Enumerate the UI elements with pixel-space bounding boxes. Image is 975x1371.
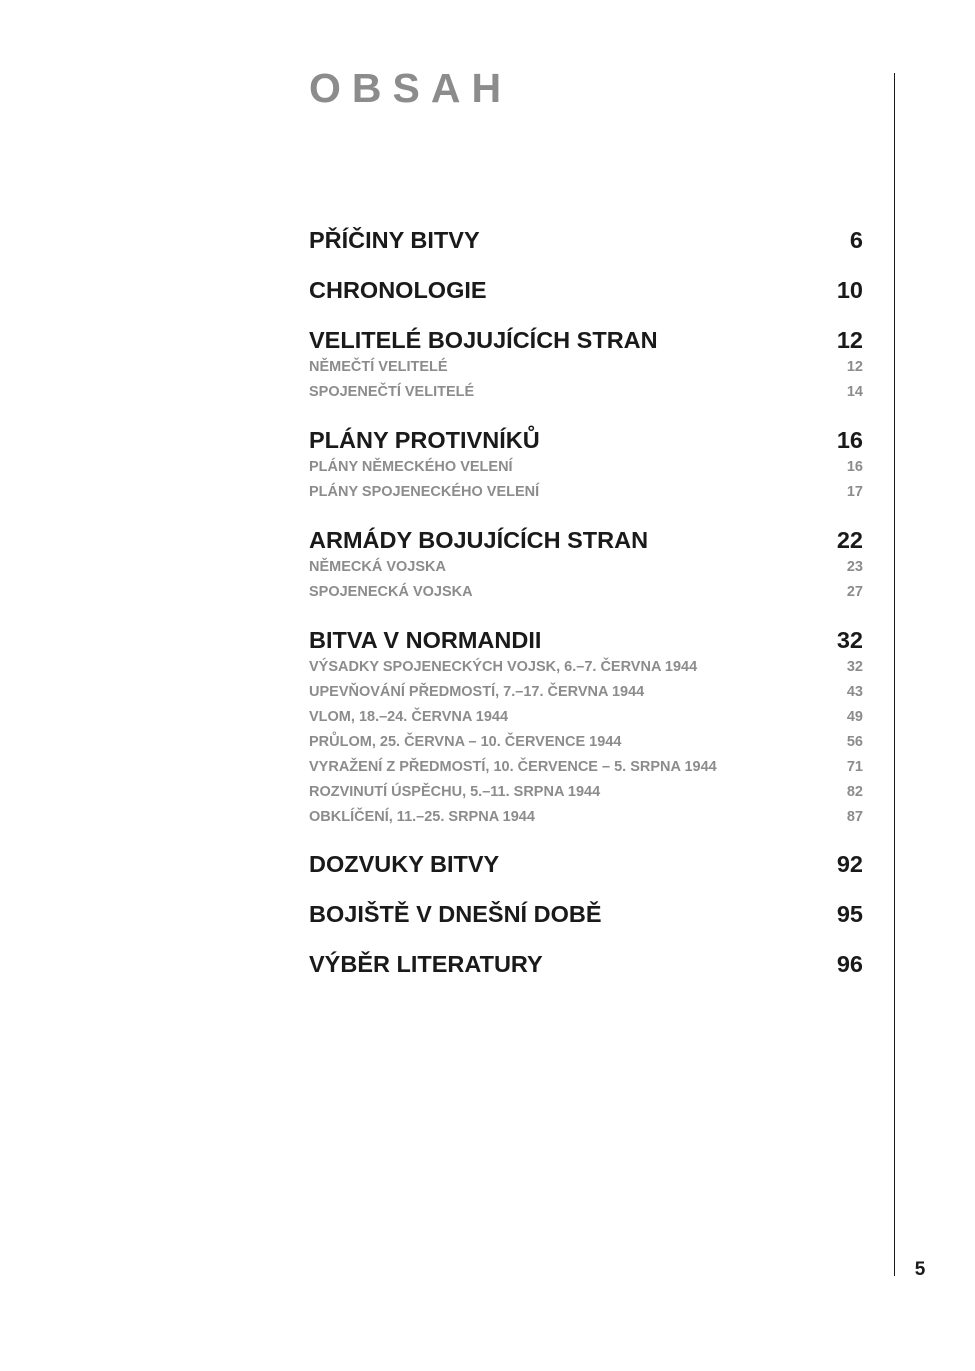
toc-entry-page: 95 <box>836 901 863 927</box>
toc-subentry-page: 56 <box>846 734 863 750</box>
toc-subentry-title: SPOJENEČTÍ VELITELÉ <box>309 384 475 400</box>
toc-subentry-page: 32 <box>846 659 863 675</box>
vertical-rule <box>894 73 895 1276</box>
toc-entry-title: ARMÁDY BOJUJÍCÍCH STRAN <box>309 527 649 553</box>
toc-subentry-page: 12 <box>846 359 863 375</box>
toc-subentry[interactable] <box>309 558 863 576</box>
toc-entry-title: PŘÍČINY BITVY <box>309 227 480 253</box>
toc-entry[interactable] <box>309 625 863 655</box>
toc-entry-page: 10 <box>836 277 863 303</box>
toc-subentry-page: 71 <box>846 759 863 775</box>
toc-entry-title: BITVA V NORMANDII <box>309 627 542 653</box>
toc-entry-title: VELITELÉ BOJUJÍCÍCH STRAN <box>309 327 658 353</box>
toc-entry[interactable] <box>309 225 863 255</box>
toc-subentry-page: 43 <box>846 684 863 700</box>
toc-entry-page: 16 <box>836 427 863 453</box>
toc-subentry[interactable] <box>309 383 863 401</box>
toc-subentry-title: VYRAŽENÍ Z PŘEDMOSTÍ, 10. ČERVENCE – 5. SRPNA 1944 <box>309 759 717 775</box>
toc-entry-title: CHRONOLOGIE <box>309 277 487 303</box>
toc-entry-page: 6 <box>849 227 863 253</box>
toc-entry-page: 92 <box>836 851 863 877</box>
toc-entry-title: PLÁNY PROTIVNÍKŮ <box>309 427 540 453</box>
toc-subentry-title: UPEVŇOVÁNÍ PŘEDMOSTÍ, 7.–17. ČERVNA 1944 <box>309 684 645 700</box>
toc-entry-title: VÝBĚR LITERATURY <box>309 951 543 977</box>
toc-subentry-page: 87 <box>846 809 863 825</box>
toc-subentry[interactable] <box>309 758 863 776</box>
toc-subentry-title: VÝSADKY SPOJENECKÝCH VOJSK, 6.–7. ČERVNA 1944 <box>309 659 698 675</box>
page-title: OBSAH <box>309 65 513 111</box>
toc-entry-title: BOJIŠTĚ V DNEŠNÍ DOBĚ <box>309 901 602 927</box>
toc-subentry-title: NĚMECKÁ VOJSKA <box>309 559 446 575</box>
toc-subentry-title: NĚMEČTÍ VELITELÉ <box>309 359 448 375</box>
toc-subentry-page: 49 <box>846 709 863 725</box>
toc-entry[interactable] <box>309 899 863 929</box>
toc-subentry-page: 23 <box>846 559 863 575</box>
toc-entry-page: 32 <box>836 627 863 653</box>
toc-entry[interactable] <box>309 275 863 305</box>
toc-entry-title: DOZVUKY BITVY <box>309 851 500 877</box>
toc-subentry[interactable] <box>309 733 863 751</box>
toc-subentry-title: OBKLÍČENÍ, 11.–25. SRPNA 1944 <box>309 809 535 825</box>
page-number: 5 <box>914 1259 926 1280</box>
toc-subentry-title: SPOJENECKÁ VOJSKA <box>309 584 473 600</box>
toc-subentry[interactable] <box>309 358 863 376</box>
toc-entry-page: 22 <box>836 527 863 553</box>
toc-entry[interactable] <box>309 525 863 555</box>
toc-subentry-page: 27 <box>846 584 863 600</box>
toc-entry[interactable] <box>309 949 863 979</box>
toc-entry[interactable] <box>309 849 863 879</box>
toc-subentry[interactable] <box>309 708 863 726</box>
toc-entry-page: 12 <box>836 327 863 353</box>
toc-subentry-page: 14 <box>846 384 863 400</box>
toc-subentry-title: VLOM, 18.–24. ČERVNA 1944 <box>309 709 509 725</box>
toc-subentry[interactable] <box>309 808 863 826</box>
toc-subentry[interactable] <box>309 658 863 676</box>
toc-subentry-page: 17 <box>846 484 863 500</box>
toc-entry[interactable] <box>309 325 863 355</box>
toc-subentry-page: 82 <box>846 784 863 800</box>
toc-subentry[interactable] <box>309 683 863 701</box>
toc-subentry-title: ROZVINUTÍ ÚSPĚCHU, 5.–11. SRPNA 1944 <box>309 784 601 800</box>
toc-subentry-title: PLÁNY NĚMECKÉHO VELENÍ <box>309 459 513 475</box>
toc-subentry[interactable] <box>309 483 863 501</box>
toc-entry[interactable] <box>309 425 863 455</box>
toc-subentry[interactable] <box>309 583 863 601</box>
toc-subentry[interactable] <box>309 783 863 801</box>
toc-subentry-title: PRŮLOM, 25. ČERVNA – 10. ČERVENCE 1944 <box>309 734 622 750</box>
toc-subentry[interactable] <box>309 458 863 476</box>
toc-entry-page: 96 <box>836 951 863 977</box>
toc-subentry-title: PLÁNY SPOJENECKÉHO VELENÍ <box>309 484 540 500</box>
toc-subentry-page: 16 <box>846 459 863 475</box>
